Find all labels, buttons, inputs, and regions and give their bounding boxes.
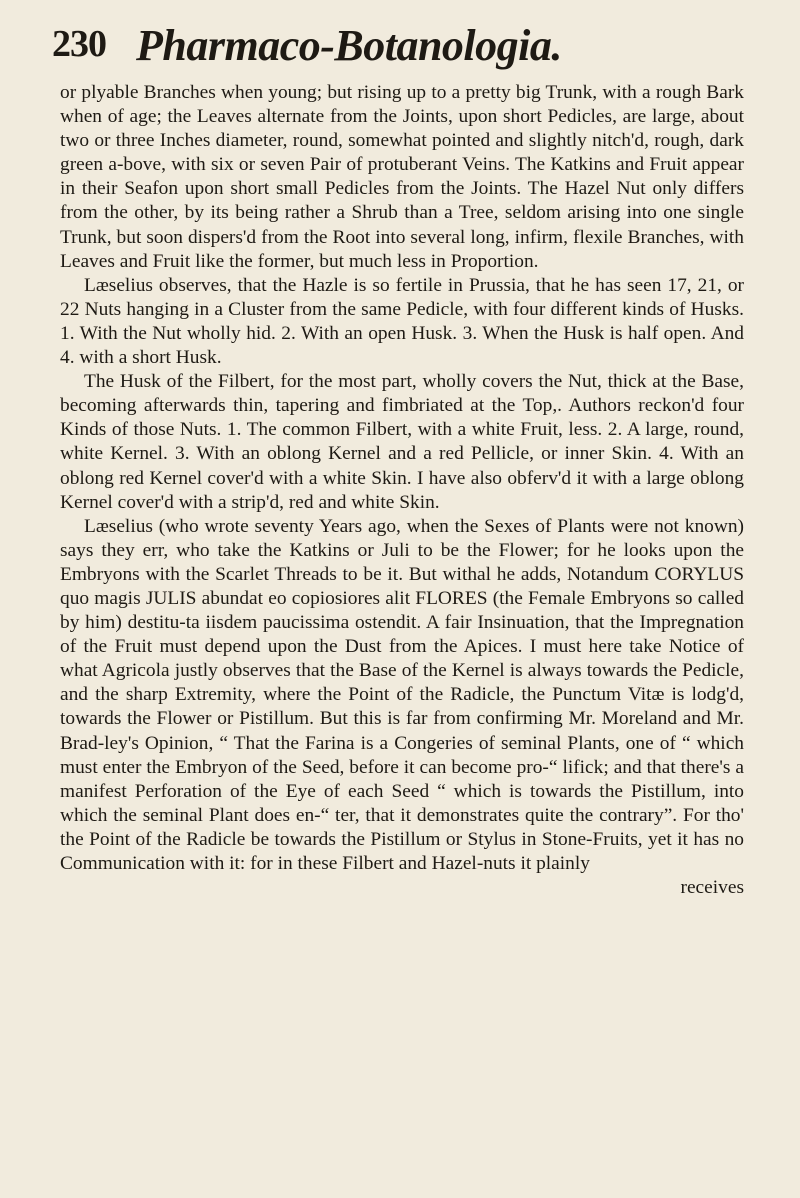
page-header (52, 8, 752, 78)
running-title: Pharmaco-Botanologia. (136, 21, 562, 70)
paragraph: Læselius (who wrote seventy Years ago, when the Sexes of Plants were not known) says they err, who take the Katkins or Juli to be the Flower; for he looks upon the Embryons with the Scarlet Threads to be it. But withal he adds, Notandum CORYLUS quo magis JULIS abundat eo copiosiores alit FLORES (the Female Embryons so called by him) destitu-ta iisdem paucissima ostendit. A fair Insinuation, that the Impregnation of the Fruit must depend upon the Dust from the Apices. I must here take Notice of what Agricola justly observes that the Base of the Kernel is always towards the Pedicle, and the sharp Extremity, where the Point of the Radicle, the Punctum Vitæ is lodg'd, towards the Flower or Pistillum. But this is far from confirming Mr. Moreland and Mr. Brad-ley's Opinion, “ That the Farina is a Congeries of seminal Plants, one of “ which must enter the Embryon of the Seed, before it can become pro-“ lifick; and that there's a manifest Perforation of the Eye of each Seed “ which is towards the Pistillum, into which the seminal Plant does en-“ ter, that it demonstrates quite the contrary”. For tho' the Point of the Radicle be towards the Pistillum or Stylus in Stone-Fruits, yet it has no Communication with it: for in these Filbert and Hazel-nuts it plainly (60, 515, 744, 874)
catchword: receives (680, 877, 744, 899)
paragraph: The Husk of the Filbert, for the most part, wholly covers the Nut, thick at the Base, becoming afterwards thin, tapering and fimbriated at the Top,. Authors reckon'd four Kinds of those Nuts. 1. The common Filbert, with a white Fruit, less. 2. A large, round, white Kernel. 3. With an oblong Kernel and a red Pellicle, or inner Skin. 4. With an oblong red Kernel cover'd with a white Skin. I have also obferv'd it with a large oblong Kernel cover'd with a strip'd, red and white Skin. (60, 371, 744, 513)
paragraph: Læselius observes, that the Hazle is so fertile in Prussia, that he has seen 17, 21, or 22 Nuts hanging in a Cluster from the same Pedicle, with four different kinds of Husks. 1. With the Nut wholly hid. 2. With an open Husk. 3. When the Husk is half open. And 4. with a short Husk. (60, 274, 744, 369)
paragraph: or plyable Branches when young; but rising up to a pretty big Trunk, with a rough Bark when of age; the Leaves alternate from the Joints, upon short Pedicles, are large, about two or three Inches diameter, round, somewhat pointed and slightly nitch'd, rough, dark green a-bove, with six or seven Pair of protuberant Veins. The Katkins and Fruit appear in their Seafon upon short small Pedicles from the Joints. The Hazel Nut only differs from the other, by its being rather a Shrub than a Tree, seldom arising into one single Trunk, but soon dispers'd from the Root into several long, infirm, flexile Branches, with Leaves and Fruit like the former, but much less in Proportion. (60, 82, 744, 272)
body-text (60, 81, 744, 900)
page-number: 230 (52, 23, 106, 65)
